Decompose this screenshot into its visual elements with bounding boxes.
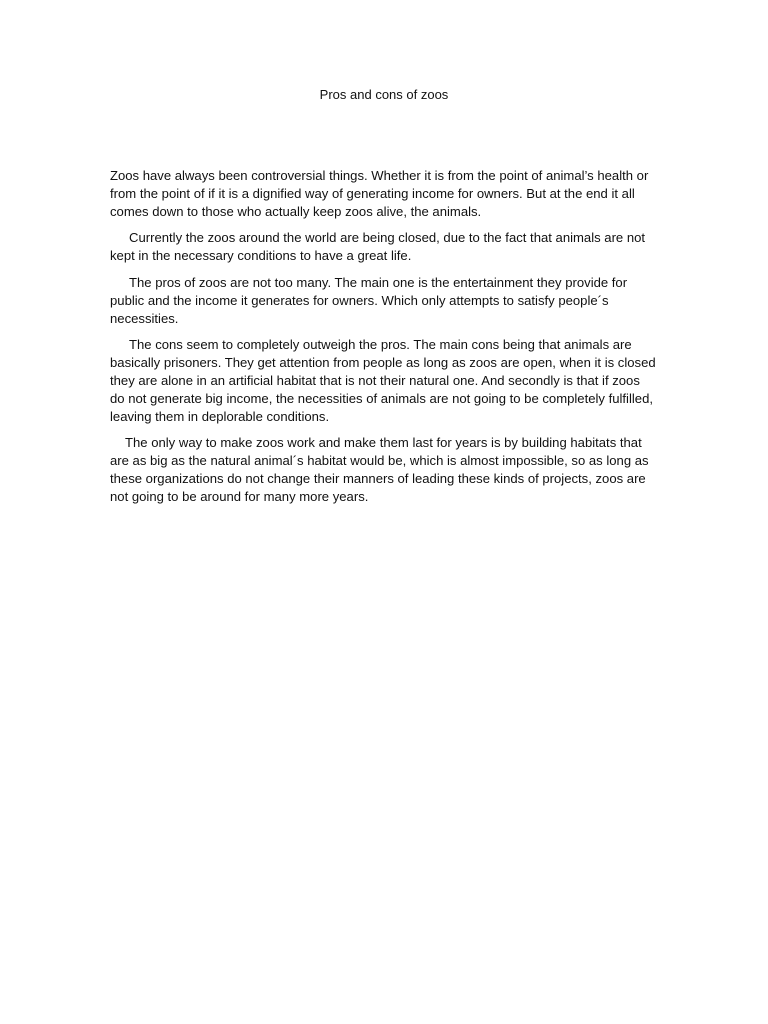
document-title: Pros and cons of zoos: [319, 87, 449, 102]
paragraph-pros: The pros of zoos are not too many. The main one is the entertainment they provide for public and the income it generates for owners. Which only attempts to satisfy people´s necessities.: [110, 274, 628, 326]
paragraph-closures: Currently the zoos around the world are being closed, due to the fact that animals are not kept in the necessary conditions to have a great life.: [110, 230, 646, 264]
paragraph-cons: The cons seem to completely outweigh the pros. The main cons being that animals are basically prisoners. They get attention from people as long as zoos are open, when it is closed they are alone in an artificial habitat that is not their natural one. And secondly is that if zoos do not generate big income, the necessities of animals are not going to be completely fulfilled, leaving them in deplorable conditions.: [110, 337, 656, 424]
paragraph-intro: Zoos have always been controversial things. Whether it is from the point of animal’s health or from the point of if it is a dignified way of generating income for owners. But at the end it all comes down to those who actually keep zoos alive, the animals.: [110, 168, 649, 219]
document-body: [110, 167, 658, 515]
paragraph-conclusion: The only way to make zoos work and make them last for years is by building habitats that are as big as the natural animal´s habitat would be, which is almost impossible, so as long as these organizations do not change their manners of leading these kinds of projects, zoos are not going to be around for many more years.: [110, 435, 649, 504]
